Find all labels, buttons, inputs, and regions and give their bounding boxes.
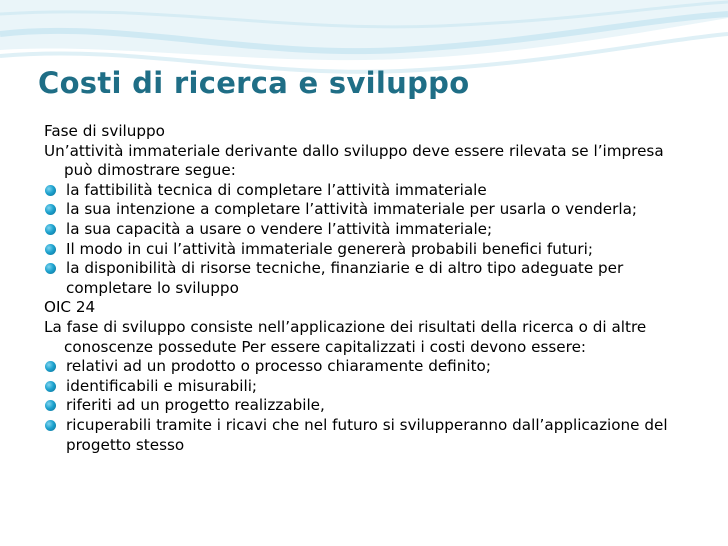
list-item-text: la sua capacità a usare o vendere l’attività immateriale; [66,219,493,238]
list-item-text: la fattibilità tecnica di completare l’attività immateriale [66,180,487,199]
list-item [44,220,694,240]
bullet-icon [45,420,56,431]
list-item-text: identificabili e misurabili; [66,376,258,395]
list-item [44,181,694,201]
bullet-icon [45,381,56,392]
section-heading: Fase di sviluppo [44,122,165,140]
list-item [44,396,694,416]
list-item-text: Il modo in cui l’attività immateriale genererà probabili benefici futuri; [66,239,593,258]
bullet-icon [45,185,56,196]
list-item-text: riferiti ad un progetto realizzabile, [66,396,325,415]
bullet-icon [45,400,56,411]
bullet-icon [45,244,56,255]
list-item-text: la sua intenzione a completare l’attività immateriale per usarla o venderla; [66,200,637,219]
list-item [44,357,694,377]
list-item [44,416,694,455]
list-item [44,259,694,298]
bullet-icon [45,263,56,274]
list-item [44,377,694,397]
bullet-icon [45,224,56,235]
slide-title: Costi di ricerca e sviluppo [38,66,470,100]
bullet-icon [45,204,56,215]
list-item-text: relativi ad un prodotto o processo chiaramente definito; [66,357,491,376]
list-item-text: la disponibilità di risorse tecniche, finanziarie e di altro tipo adeguate per completare lo sviluppo [66,259,624,297]
list-item [44,200,694,220]
bullet-icon [45,361,56,372]
section-heading: OIC 24 [44,298,96,317]
slide-body [44,122,694,455]
intro-paragraph: Un’attività immateriale derivante dallo sviluppo deve essere rilevata se l’impresa può dimostrare segue: [44,141,664,180]
list-item [44,240,694,260]
list-item-text: ricuperabili tramite i ricavi che nel futuro si svilupperanno dall’applicazione del progetto stesso [66,415,668,454]
definition-paragraph: La fase di sviluppo consiste nell’applicazione dei risultati della ricerca o di altre conoscenze possedute Per essere capitalizzati i costi devono essere: [44,317,647,356]
